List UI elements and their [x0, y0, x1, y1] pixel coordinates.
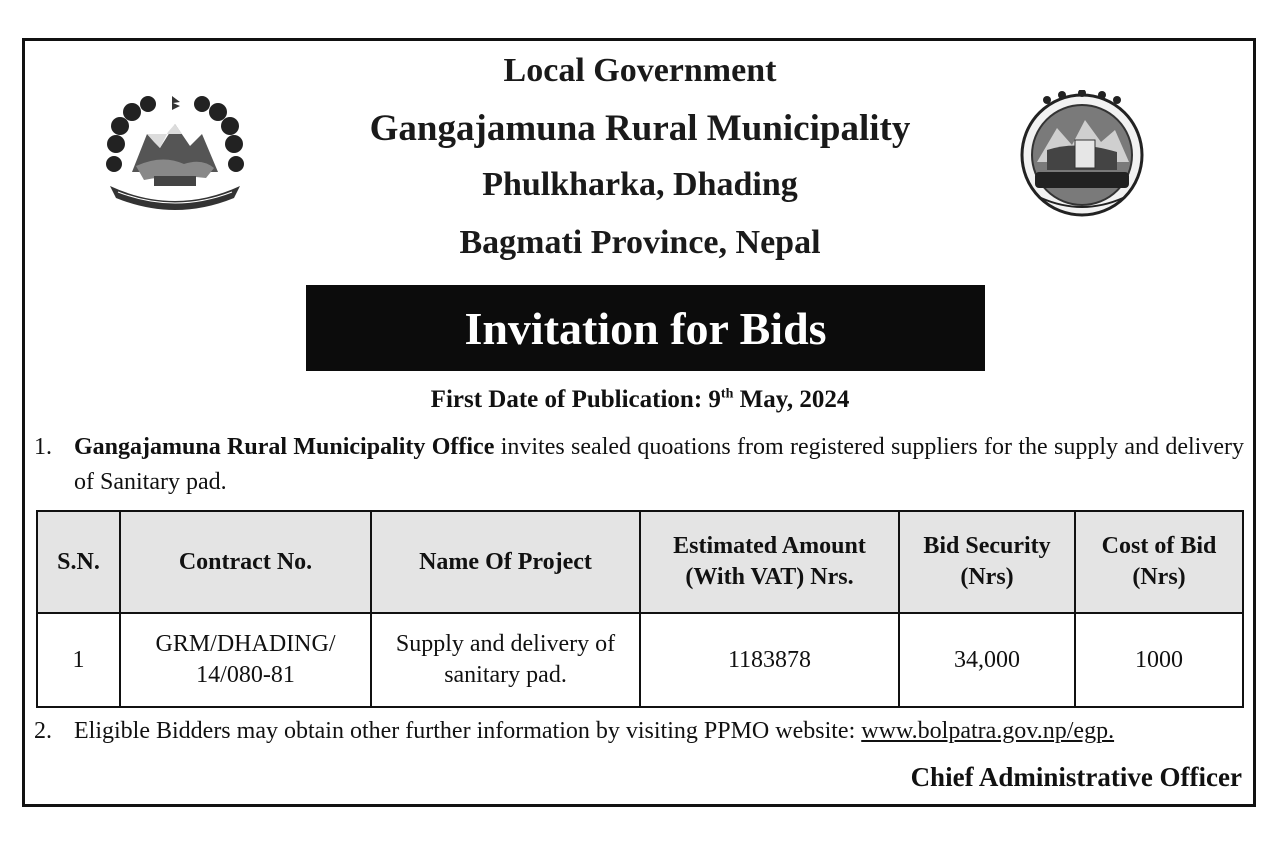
header-province: Bagmati Province, Nepal [459, 224, 821, 261]
paragraph-1-number: 1. [34, 434, 52, 460]
header-local-government: Local Government [503, 52, 777, 89]
cell-sn: 1 [37, 613, 120, 707]
column-header-cost-of-bid: Cost of Bid (Nrs) [1075, 511, 1243, 613]
publication-label: First Date of Publication: 9 [430, 386, 721, 413]
paragraph-2 [34, 714, 1244, 749]
cell-estimated-amount: 1183878 [640, 613, 899, 707]
header-location: Phulkharka, Dhading [482, 166, 798, 203]
cell-bid-security: 34,000 [899, 613, 1075, 707]
cell-cost-of-bid: 1000 [1075, 613, 1243, 707]
paragraph-1 [34, 430, 1244, 500]
publication-suffix: th [720, 386, 734, 402]
paragraph-1-text: invites sealed quoations from registered suppliers for the supply and delivery of Sanitary pad. [74, 434, 1244, 495]
publication-rest: May, 2024 [733, 386, 850, 413]
paragraph-2-text: Eligible Bidders may obtain other further information by visiting PPMO website: [74, 718, 862, 744]
title-banner [306, 285, 985, 371]
cell-project-name: Supply and delivery of sanitary pad. [371, 613, 640, 707]
column-header-estimated-amount: Estimated Amount (With VAT) Nrs. [640, 511, 899, 613]
column-header-project-name: Name Of Project [371, 511, 640, 613]
column-header-contract-no: Contract No. [120, 511, 371, 613]
ppmo-website-link[interactable]: www.bolpatra.gov.np/egp. [861, 718, 1115, 744]
bid-table [36, 510, 1244, 708]
publication-date [0, 386, 1280, 414]
table-header-row [37, 511, 1243, 613]
header-municipality: Gangajamuna Rural Municipality [369, 108, 911, 149]
cell-contract-no: GRM/DHADING/ 14/080-81 [120, 613, 371, 707]
table-row [37, 613, 1243, 707]
paragraph-2-number: 2. [34, 718, 52, 744]
column-header-sn: S.N. [37, 511, 120, 613]
notice-title: Invitation for Bids [464, 302, 827, 354]
column-header-bid-security: Bid Security (Nrs) [899, 511, 1075, 613]
signatory-title: Chief Administrative Officer [910, 762, 1242, 792]
paragraph-1-office: Gangajamuna Rural Municipality Office [74, 434, 495, 460]
